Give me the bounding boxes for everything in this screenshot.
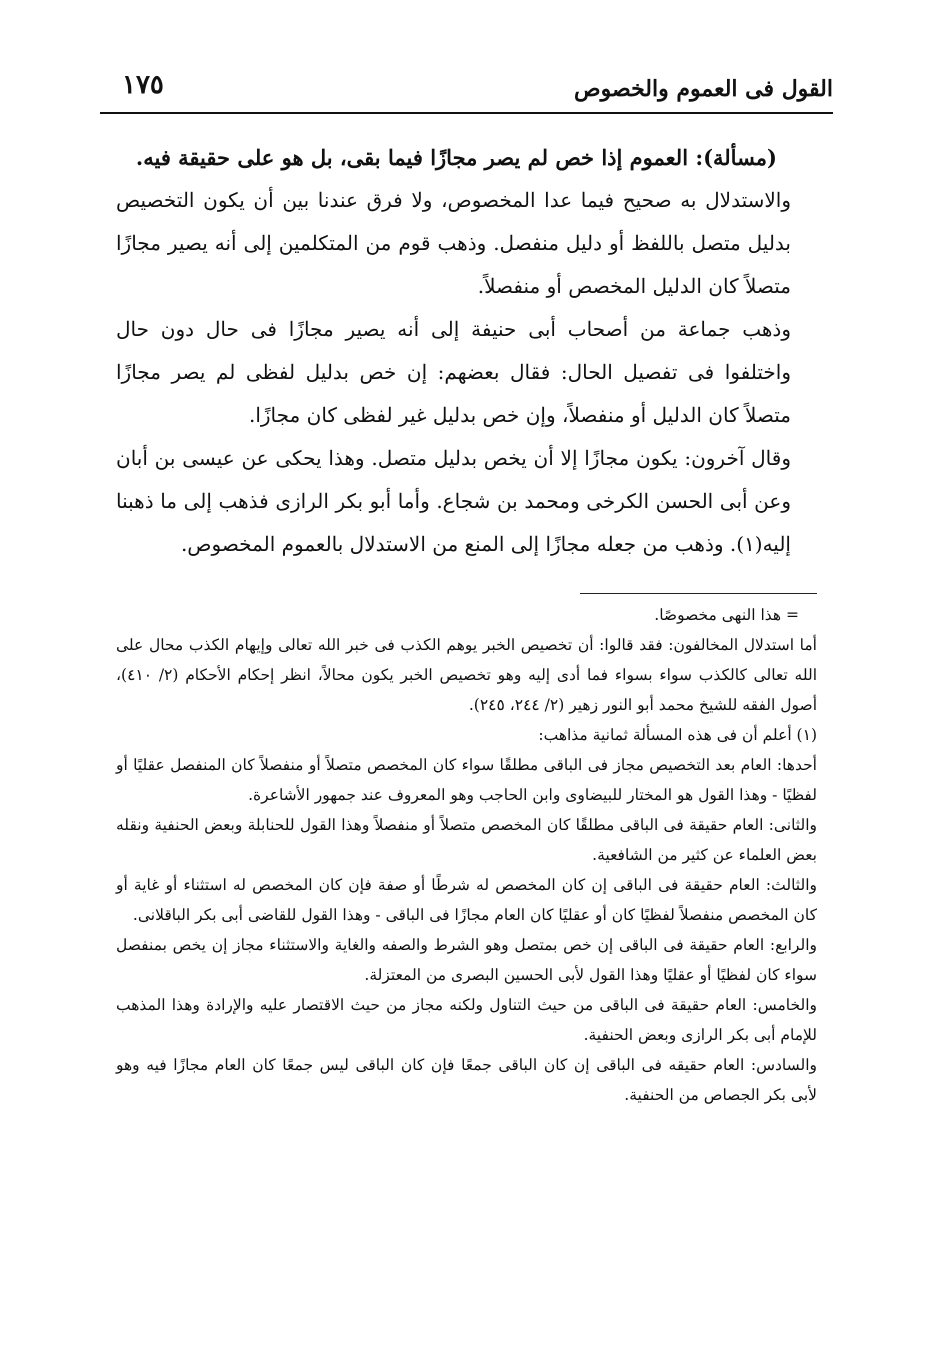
page-header	[100, 66, 833, 114]
footnote-item: والسادس: العام حقيقه فى الباقى إن كان الباقى جمعًا فإن كان الباقى ليس جمعًا كان العام مجازًا فيه وهو لأبى بكر الجصاص من الحنفية.	[116, 1056, 817, 1104]
footnote-item: والثالث: العام حقيقة فى الباقى إن كان المخصص له شرطًا أو صفة فإن كان المخصص له استثناء أو غاية أو كان المخصص منفصلاً لفظيًا كان أو عقليًا كان العام مجازًا فى الباقى - وهذا القول للقاضى أبى بكر الباقلانى.	[116, 876, 817, 924]
running-title: القول فى العموم والخصوص	[574, 76, 833, 102]
body-paragraph: وقال آخرون: يكون مجازًا إلا أن يخص بدليل متصل. وهذا يحكى عن عيسى بن أبان وعن أبى الحسن الكرخى ومحمد بن شجاع. وأما أبو بكر الرازى فذهب إلى ما ذهبنا إليه(١). وذهب من جعله مجازًا إلى المنع من الاستدلال بالعموم المخصوص.	[116, 446, 791, 556]
footnote-item: أحدها: العام بعد التخصيص مجاز فى الباقى مطلقًا سواء كان المخصص متصلاً أو منفصلاً كان المنفصل عقليًا أو لفظيًا - وهذا القول هو المختار للبيضاوى وابن الحاجب وهو المعروف عند جمهور الأشاعرة.	[116, 756, 817, 804]
footnote-item: والرابع: العام حقيقة فى الباقى إن خص بمتصل وهو الشرط والصفه والغاية والاستثناء مجاز إن يخص بمنفصل سواء كان لفظيًا أو عقليًا وهذا القول لأبى الحسين البصرى من المعتزلة.	[116, 936, 817, 984]
page-number: ١٧٥	[122, 70, 164, 100]
footnote-continuation-line: = هذا النهى مخصوصًا.	[654, 606, 799, 624]
footnote-item: والثانى: العام حقيقة فى الباقى مطلقًا كان المخصص متصلاً أو منفصلاً وهذا القول للحنابلة وبعض الحنفية ونقله بعض العلماء عن كثير من الشافعية.	[116, 816, 817, 864]
footnote-1-heading: (١) أعلم أن فى هذه المسألة ثمانية مذاهب:	[538, 726, 817, 744]
footnotes	[116, 600, 817, 1110]
body-paragraph: والاستدلال به صحيح فيما عدا المخصوص، ولا فرق عندنا بين أن يكون التخصيص بدليل متصل باللفظ أو دليل منفصل. وذهب قوم من المتكلمين إلى أنه يصير مجازًا متصلاً كان الدليل المخصص أو منفصلاً.	[116, 188, 791, 298]
footnote-item: والخامس: العام حقيقة فى الباقى من حيث التناول ولكنه مجاز من حيث الاقتصار عليه والإرادة وهذا المذهب للإمام أبى بكر الرازى وبعض الحنفية.	[116, 996, 817, 1044]
masala-heading: (مسألة): العموم إذا خص لم يصر مجازًا فيما بقى، بل هو على حقيقة فيه.	[135, 145, 777, 170]
footnote-divider	[580, 593, 817, 594]
footnote-continuation-paragraph: أما استدلال المخالفون: فقد قالوا: أن تخصيص الخبر يوهم الكذب فى خبر الله تعالى وإيهام الكذب محال على الله تعالى كالكذب سواء بسواء فما أدى إليه وهو تخصيص الخبر يكون محالاً، انظر إحكام الأحكام (٢/ ٤١٠)، أصول الفقه للشيخ محمد أبو النور زهير (٢/ ٢٤٤، ٢٤٥).	[116, 636, 818, 714]
main-text	[116, 136, 817, 566]
header-divider	[100, 112, 833, 114]
body-paragraph: وذهب جماعة من أصحاب أبى حنيفة إلى أنه يصير مجازًا فى حال دون حال واختلفوا فى تفصيل الحال: فقال بعضهم: إن خص بدليل لفظى لم يصر مجازًا متصلاً كان الدليل أو منفصلاً، وإن خص بدليل غير لفظى كان مجازًا.	[116, 317, 791, 427]
